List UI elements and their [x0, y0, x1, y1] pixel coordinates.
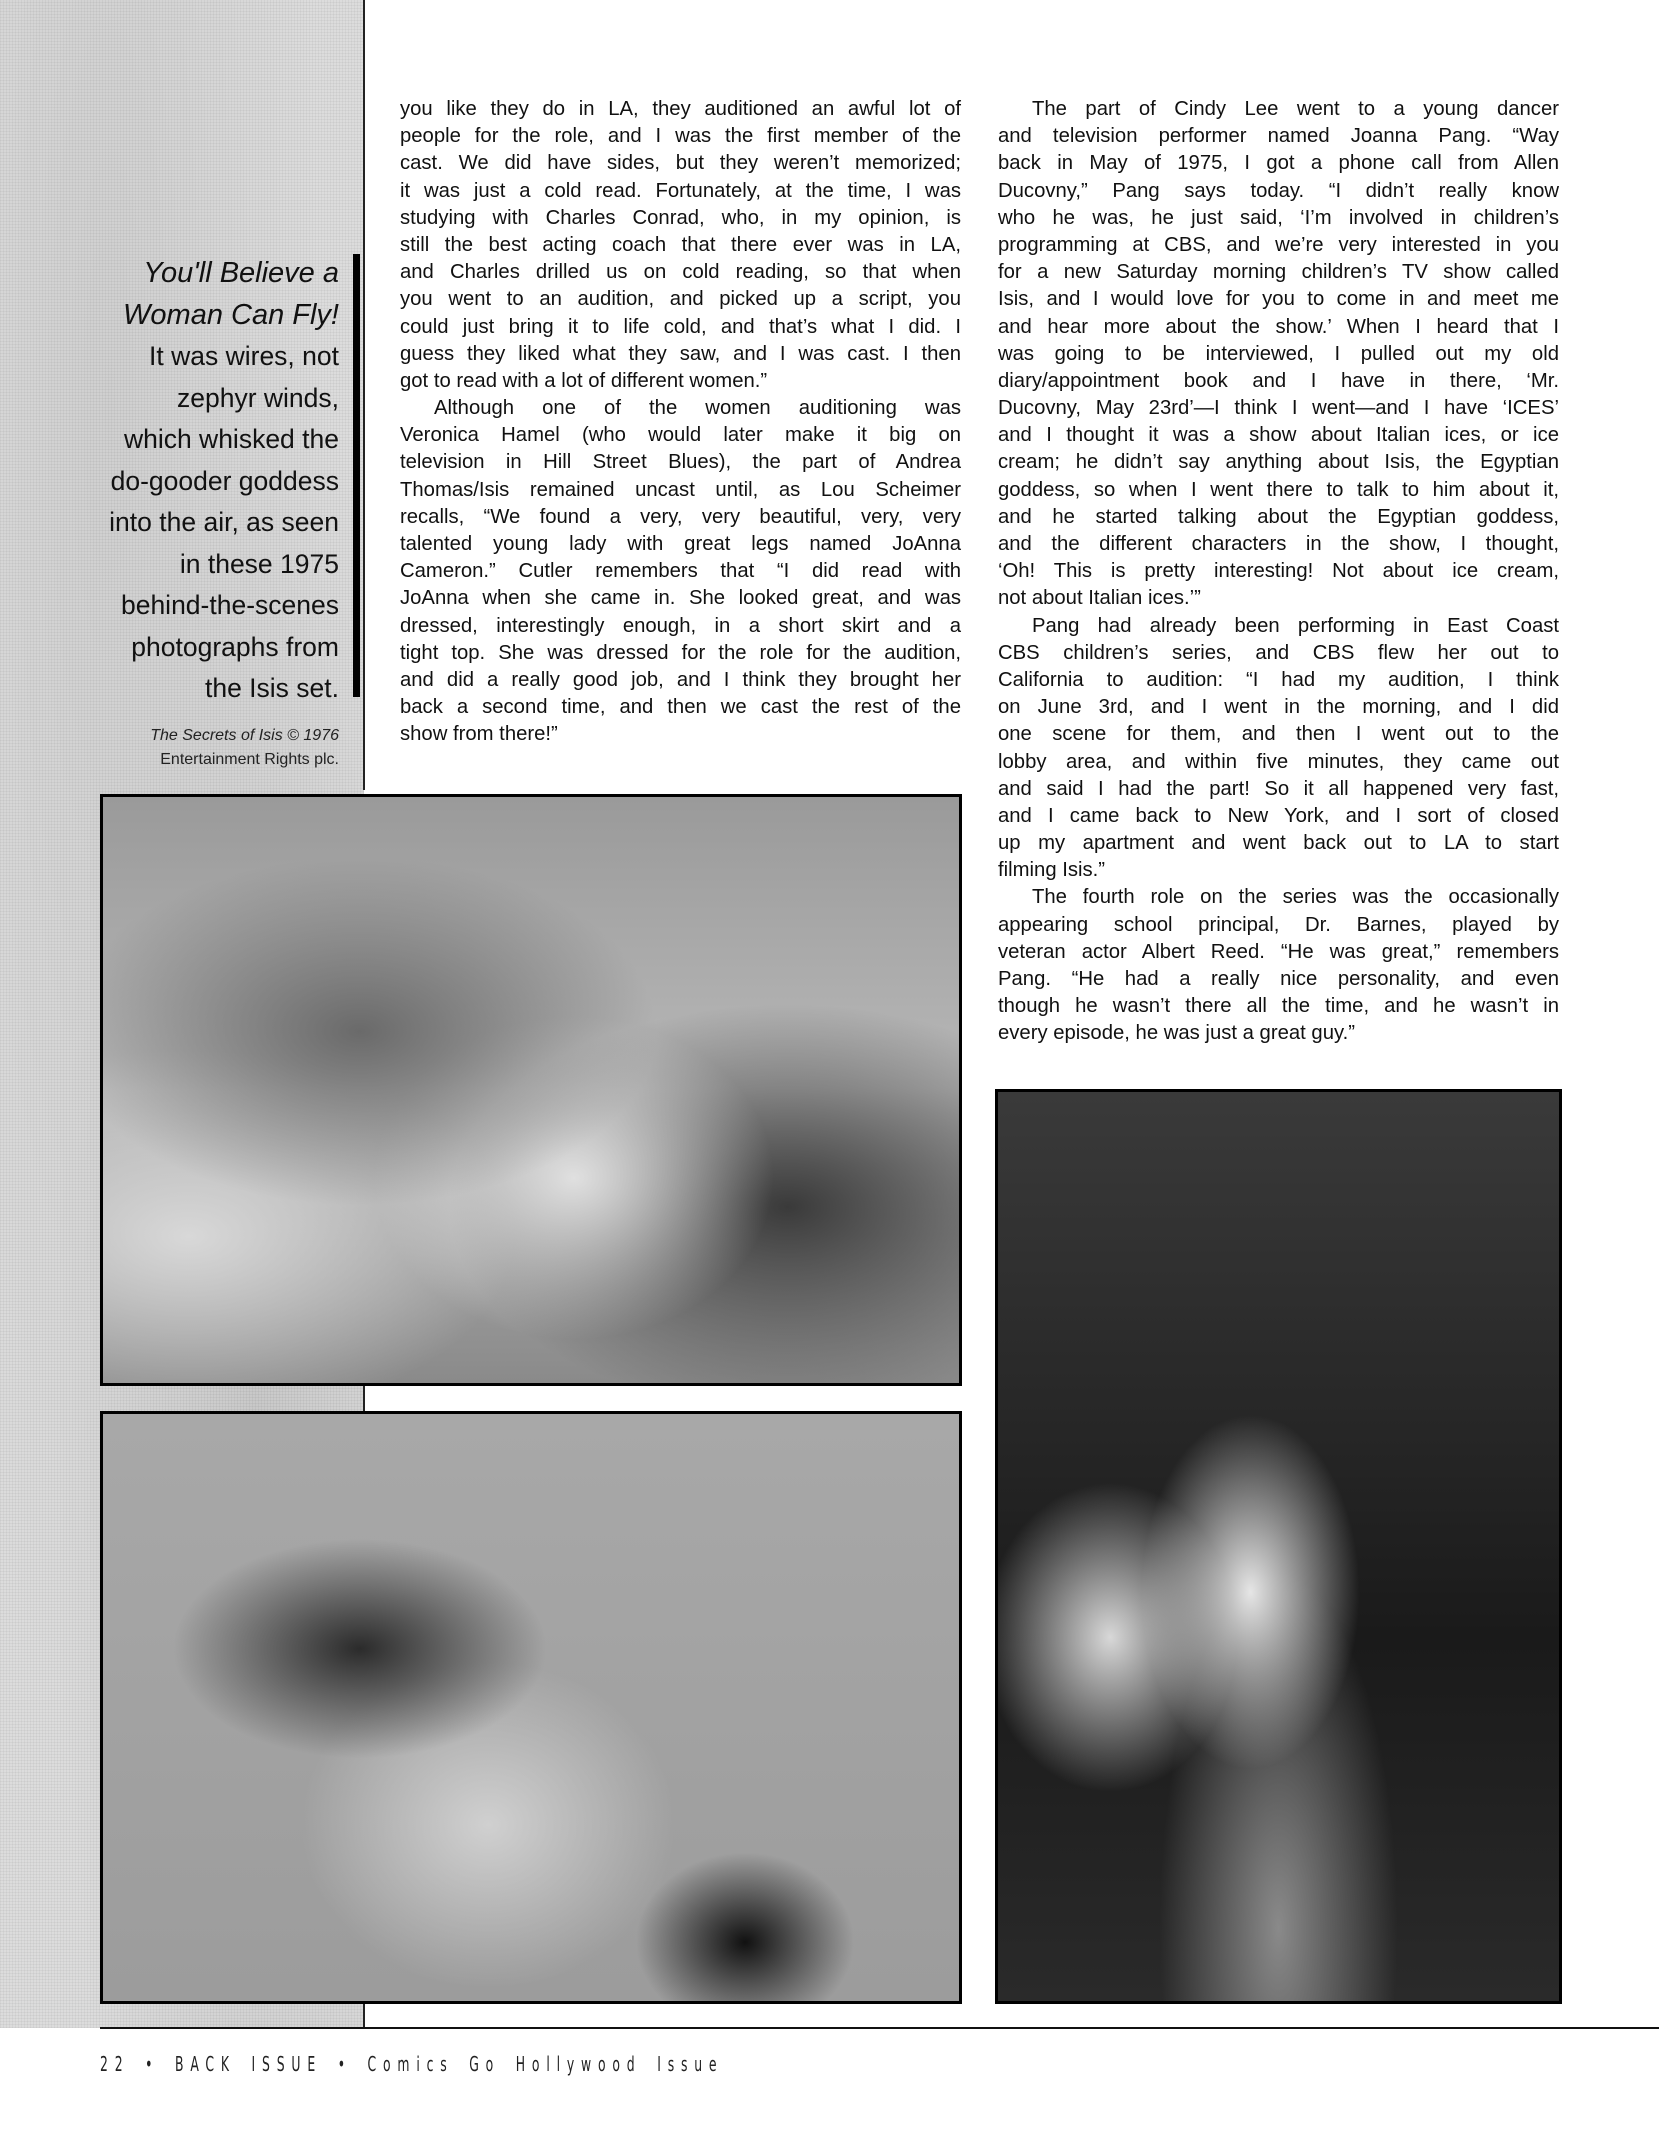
article-text-line: on June 3rd, and I went in the morning, and I did	[998, 696, 1559, 719]
article-text-line: not about Italian ices.’”	[998, 587, 1201, 610]
article-text-line: and I came back to New York, and I sort of closed	[998, 804, 1559, 827]
photo-isis-flying	[100, 1411, 962, 2004]
article-text-line: tight top. She was dressed for the role for the audition,	[400, 641, 961, 664]
caption-title-line: Woman Can Fly!	[123, 299, 339, 331]
caption-line: do-gooder goddess	[110, 465, 339, 496]
article-text-line: and said I had the part! So it all happened very fast,	[998, 777, 1559, 800]
caption-title-line: You'll Believe a	[143, 257, 339, 289]
caption-line: in these 1975	[179, 548, 339, 579]
article-text-line: and I thought it was a show about Italian ices, or ice	[998, 424, 1559, 447]
article-text-line: one scene for them, and then I went out to the	[998, 723, 1559, 746]
caption-line: into the air, as seen	[109, 507, 339, 537]
article-text-line: veteran actor Albert Reed. “He was great,” remembers	[998, 940, 1559, 963]
article-text-line: Veronica Hamel (who would later make it big on	[400, 424, 961, 447]
article-text-line: people for the role, and I was the first member of the	[400, 125, 961, 148]
footer-rule	[100, 2027, 1659, 2029]
article-text-line: Ducovny,” Pang says today. “I didn’t really know	[998, 179, 1559, 202]
article-text-line: and Charles drilled us on cold reading, so that when	[400, 261, 961, 284]
article-text-line: dressed, interestingly enough, in a short skirt and a	[400, 614, 961, 637]
article-text-line: The fourth role on the series was the occasionally	[1032, 886, 1559, 909]
article-text-line: Cameron.” Cutler remembers that “I did read with	[400, 560, 961, 583]
article-text-line: ‘Oh! This is pretty interesting! Not about ice cream,	[998, 560, 1559, 583]
article-text-line: Pang. “He had a really nice personality, and even	[998, 968, 1559, 990]
article-text-line: recalls, “We found a very, very beautiful, very, very	[400, 505, 961, 528]
article-text-line: who he was, he just said, ‘I’m involved in children’s	[998, 206, 1559, 229]
article-text-line: and the different characters in the show, I thought,	[998, 533, 1559, 555]
article-column-1	[400, 96, 961, 749]
article-text-line: though he wasn’t there all the time, and he wasn’t in	[998, 995, 1559, 1018]
article-text-line: studying with Charles Conrad, who, in my opinion, is	[400, 206, 961, 229]
article-text-line: Ducovny, May 23rd’—I think I went—and I have ‘ICES’	[998, 397, 1559, 420]
article-text-line: lobby area, and within five minutes, they came out	[998, 750, 1559, 773]
article-text-line: Thomas/Isis remained uncast until, as Lou Scheimer	[400, 478, 961, 501]
article-text-line: and television performer named Joanna Pang. “Way	[998, 125, 1559, 148]
article-text-line: still the best acting coach that there ever was in LA,	[400, 233, 961, 256]
article-text-line: CBS children’s series, and CBS flew her out to	[998, 641, 1559, 664]
article-text-line: cast. We did have sides, but they weren’t memorized;	[400, 152, 961, 175]
article-text-line: television in Hill Street Blues), the part of Andrea	[400, 451, 961, 474]
article-text-line: you like they do in LA, they auditioned an awful lot of	[400, 98, 961, 120]
caption-accent-bar	[353, 254, 360, 697]
article-text-line: goddess, so when I went there to talk to him about it,	[998, 478, 1559, 501]
article-text-line: cream; he didn’t say anything about Isis, the Egyptian	[998, 451, 1559, 474]
article-text-line: it was just a cold read. Fortunately, at the time, I was	[400, 179, 961, 202]
article-text-line: California to audition: “I had my audition, I think	[998, 668, 1559, 691]
article-text-line: The part of Cindy Lee went to a young dancer	[1032, 98, 1559, 120]
article-text-line: and hear more about the show.’ When I heard that I	[998, 315, 1559, 338]
article-text-line: for a new Saturday morning children’s TV show called	[998, 261, 1559, 284]
article-text-line: filming Isis.”	[998, 859, 1106, 882]
caption-line: zephyr winds,	[176, 382, 339, 413]
article-text-line: guess they liked what they saw, and I was cast. I then	[400, 342, 961, 365]
caption-line: It was wires, not	[149, 341, 339, 371]
article-text-line: appearing school principal, Dr. Barnes, played by	[998, 913, 1559, 936]
article-text-line: programming at CBS, and we’re very interested in you	[998, 233, 1559, 256]
article-column-2	[998, 96, 1559, 1048]
article-text-line: Although one of the women auditioning was	[434, 397, 961, 420]
caption-body	[79, 336, 339, 710]
photo-isis-harness-fitting	[995, 1089, 1562, 2004]
page-footer: 22 • BACK ISSUE • Comics Go Hollywood Issue	[100, 2052, 724, 2076]
article-text-line: talented young lady with great legs named JoAnna	[400, 533, 961, 555]
article-text-line: back in May of 1975, I got a phone call from Allen	[998, 152, 1559, 175]
article-text-line: every episode, he was just a great guy.”	[998, 1022, 1355, 1045]
article-text-line: you went to an audition, and picked up a script, you	[400, 288, 961, 311]
article-text-line: Pang had already been performing in East Coast	[1032, 614, 1559, 637]
article-text-line: was going to be interviewed, I pulled out my old	[998, 342, 1559, 365]
article-text-line: and did a really good job, and I think they brought her	[400, 668, 961, 691]
credit-line: The Secrets of Isis © 1976	[150, 726, 339, 744]
sidebar-divider	[363, 0, 365, 790]
article-text-line: and he started talking about the Egyptian goddess,	[998, 505, 1559, 528]
article-text-line: JoAnna when she came in. She looked great, and was	[400, 587, 961, 610]
article-text-line: up my apartment and went back out to LA to start	[998, 832, 1559, 855]
caption-title	[79, 252, 339, 336]
article-text-line: could just bring it to life cold, and that’s what I did. I	[400, 315, 961, 338]
article-text-line: diary/appointment book and I have in there, ‘Mr.	[998, 369, 1559, 392]
article-text-line: got to read with a lot of different women.”	[400, 369, 768, 392]
caption-line: which whisked the	[123, 424, 339, 454]
photo-isis-rigging	[100, 794, 962, 1386]
caption-line: the Isis set.	[204, 673, 339, 703]
article-text-line: Isis, and I would love for you to come in and meet me	[998, 288, 1559, 311]
caption-line: photographs from	[131, 631, 339, 662]
article-text-line: back a second time, and then we cast the rest of the	[400, 696, 961, 719]
photo-credit	[79, 724, 339, 772]
credit-line: Entertainment Rights plc.	[160, 750, 339, 768]
caption-line: behind-the-scenes	[120, 590, 339, 620]
article-text-line: show from there!”	[400, 723, 558, 746]
photo-caption	[79, 252, 339, 772]
